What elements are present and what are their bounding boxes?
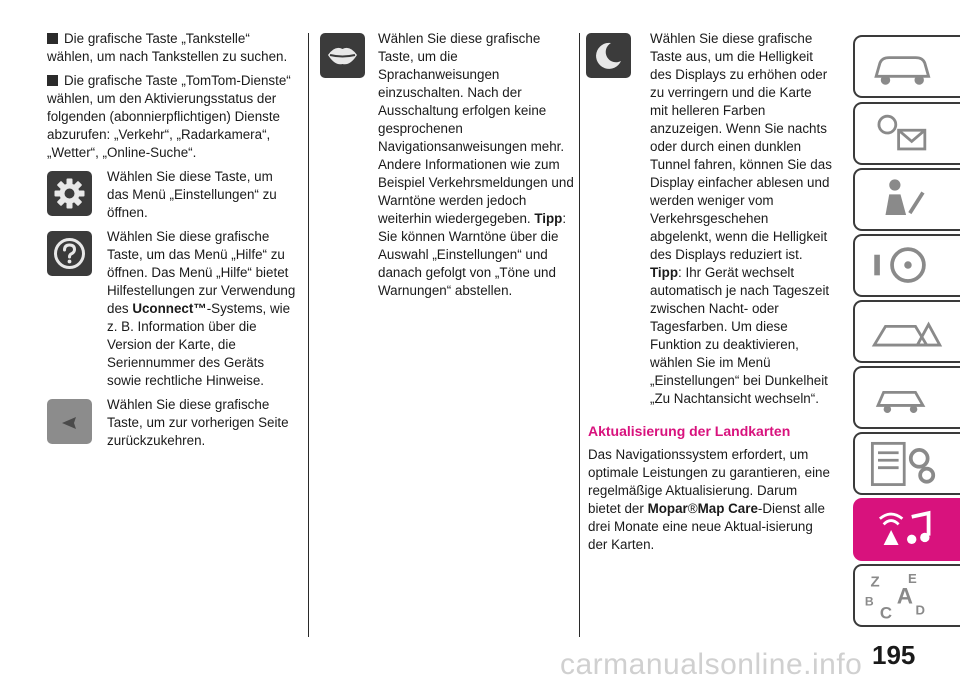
tab-multimedia[interactable] <box>853 498 960 561</box>
night-mode-moon-icon <box>586 33 631 78</box>
column-divider <box>308 33 309 637</box>
watermark: carmanualsonline.info <box>560 648 863 681</box>
page-number: 195 <box>872 640 916 670</box>
svg-text:Z: Z <box>870 573 880 591</box>
column-divider <box>579 33 580 637</box>
tab-driving[interactable] <box>853 234 960 297</box>
tab-warning-lights[interactable] <box>853 102 960 165</box>
section-heading: Aktualisierung der Landkarten <box>588 423 791 439</box>
svg-text:B: B <box>864 594 874 609</box>
bullet-square-icon <box>47 33 58 44</box>
tab-maintenance[interactable] <box>853 366 960 429</box>
svg-text:A: A <box>896 583 913 609</box>
back-block: Wählen Sie diese grafische Taste, um zur vorherigen Seite zurückzukehren. <box>47 396 297 450</box>
column-1 <box>47 30 297 456</box>
help-question-icon <box>47 231 92 276</box>
tab-technical-data[interactable] <box>853 432 960 495</box>
svg-text:E: E <box>907 570 917 586</box>
bullet-square-icon <box>47 75 58 86</box>
column-3 <box>588 30 833 554</box>
settings-block: Wählen Sie diese Taste, um das Menü „Einstellungen“ zu öffnen. <box>47 168 297 222</box>
paragraph-tankstelle: Die grafische Taste „Tankstelle“ wählen, um nach Tankstellen zu suchen. <box>47 31 288 64</box>
paragraph-tomtom: Die grafische Taste „TomTom-Dienste“ wählen, um den Aktivierungsstatus der folgenden (abonnierpflichtigen) Dienste abzurufen: „Verkehr“, „Radarkamera“, „Wetter“, „Online-Suche“. <box>47 73 291 160</box>
tab-emergency[interactable] <box>853 300 960 363</box>
update-paragraph: Das Navigationssystem erfordert, um optimale Leistungen zu garantieren, eine regelmäßige Aktualisierung. Darum bietet der Mopar®Map Care-Dienst alle drei Monate eine neue Aktual-isierung der Karten. <box>588 447 830 552</box>
voice-lips-icon <box>320 33 365 78</box>
tab-safety[interactable] <box>853 168 960 231</box>
svg-text:C: C <box>879 603 893 623</box>
tab-car-info[interactable] <box>853 35 960 98</box>
back-arrow-icon <box>47 399 92 444</box>
help-block: Wählen Sie diese grafische Taste, um das Menü „Hilfe“ zu öffnen. Das Menü „Hilfe“ bietet Hilfestellungen zur Verwendung des Uconnect™-Systems, wie z. B. Information über die Version der Karte, die Seriennummer des Geräts sowie rechtliche Hinweise. <box>47 228 297 390</box>
tab-index[interactable] <box>853 564 960 627</box>
voice-paragraph: Wählen Sie diese grafische Taste, um die Sprachanweisungen einzuschalten. Nach der Ausschaltung erfolgen keine gesprochenen Navigationsanweisungen mehr. Andere Informationen wie zum Beispiel Verkehrsmeldungen und Warntöne werden jedoch weiterhin wiedergegeben. Tipp: Sie können Warntöne über die Auswahl „Einstellungen“ und danach gefolgt von „Töne und Warnungen“ abstellen. <box>378 31 574 298</box>
night-paragraph: Wählen Sie diese grafische Taste aus, um die Helligkeit des Displays zu erhöhen oder zu verringern und die Karte mit helleren Farben anzuzeigen. Wenn Sie nachts oder durch einen dunklen Tunnel fahren, können Sie das Display einfacher ablesen und werden weniger vom Verkehrsgeschehen abgelenkt, wenn die Helligkeit des Displays reduziert ist. Tipp: Ihr Gerät wechselt automatisch je nach Tageszeit zwischen Nacht- oder Tagesfarben. Um diese Funktion zu deaktivieren, wählen Sie im Menü „Einstellungen“ bei Dunkelheit „Zu Nachtansicht wechseln“. <box>650 31 832 406</box>
svg-text:D: D <box>915 602 925 618</box>
settings-gear-icon <box>47 171 92 216</box>
column-2 <box>378 30 578 300</box>
